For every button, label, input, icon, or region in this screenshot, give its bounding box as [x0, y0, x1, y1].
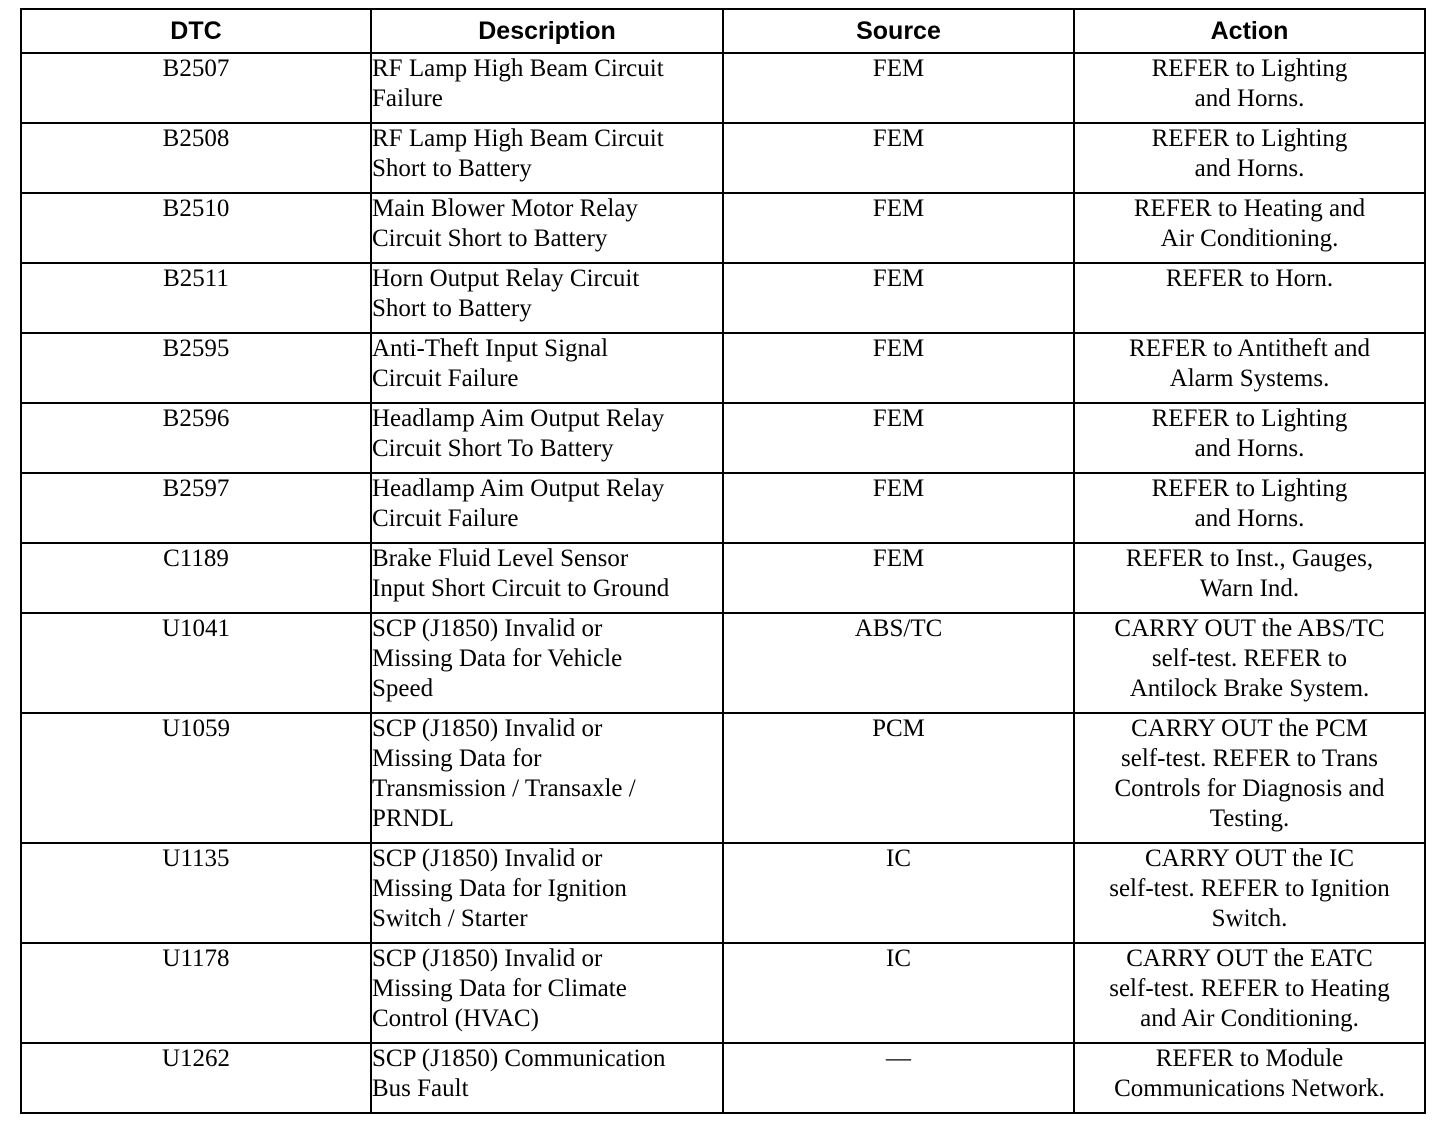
action-cell-text: REFER to Antitheft and Alarm Systems. [1129, 335, 1370, 392]
source-cell-text: PCM [872, 715, 925, 742]
source-cell-text: FEM [872, 55, 925, 82]
description-cell [371, 473, 723, 543]
action-cell [1074, 943, 1425, 1043]
description-cell-text: RF Lamp High Beam Circuit Failure [372, 55, 664, 112]
dtc-cell [21, 543, 371, 613]
description-cell [371, 543, 723, 613]
description-cell-text: Headlamp Aim Output Relay Circuit Failure [372, 475, 665, 532]
source-cell-text: FEM [872, 545, 925, 572]
action-cell-text: REFER to Horn. [1165, 265, 1334, 292]
source-cell [723, 613, 1074, 713]
dtc-cell [21, 613, 371, 713]
dtc-cell [21, 53, 371, 123]
source-cell-text: FEM [872, 335, 925, 362]
dtc-cell-text: U1135 [162, 845, 230, 872]
table-row [21, 943, 1425, 1043]
source-cell-text: ABS/TC [854, 615, 943, 642]
description-cell [371, 843, 723, 943]
source-cell-text: IC [886, 845, 911, 872]
description-cell [371, 53, 723, 123]
action-cell-text: CARRY OUT the PCM self-test. REFER to Trans Controls for Diagnosis and Testing. [1114, 715, 1385, 832]
dtc-cell [21, 263, 371, 333]
description-cell-text: SCP (J1850) Communication Bus Fault [372, 1045, 666, 1102]
description-cell-text: SCP (J1850) Invalid or Missing Data for Vehicle Speed [372, 615, 623, 702]
dtc-cell-text: B2595 [162, 335, 230, 362]
header-row [21, 9, 1425, 53]
description-cell-text: Horn Output Relay Circuit Short to Battery [372, 265, 640, 322]
dtc-cell [21, 843, 371, 943]
table-row [21, 543, 1425, 613]
action-cell [1074, 123, 1425, 193]
description-cell [371, 1043, 723, 1113]
dtc-cell-text: B2596 [162, 405, 230, 432]
action-cell [1074, 713, 1425, 843]
description-cell [371, 613, 723, 713]
dtc-cell [21, 943, 371, 1043]
action-cell [1074, 53, 1425, 123]
dtc-cell [21, 123, 371, 193]
dtc-table [20, 8, 1426, 1114]
action-cell [1074, 543, 1425, 613]
table-row [21, 263, 1425, 333]
action-cell-text: REFER to Lighting and Horns. [1151, 55, 1348, 112]
action-cell [1074, 613, 1425, 713]
source-cell-text: FEM [872, 125, 925, 152]
dtc-cell [21, 473, 371, 543]
description-cell-text: Headlamp Aim Output Relay Circuit Short To Battery [372, 405, 665, 462]
description-cell [371, 943, 723, 1043]
header-source: Source [723, 9, 1074, 53]
description-cell-text: Anti-Theft Input Signal Circuit Failure [372, 335, 609, 392]
source-cell [723, 473, 1074, 543]
action-cell-text: REFER to Lighting and Horns. [1151, 125, 1348, 182]
description-cell-text: SCP (J1850) Invalid or Missing Data for Climate Control (HVAC) [372, 945, 627, 1032]
description-cell-text: SCP (J1850) Invalid or Missing Data for Ignition Switch / Starter [372, 845, 627, 932]
description-cell-text: RF Lamp High Beam Circuit Short to Battery [372, 125, 664, 182]
source-cell-text: FEM [872, 405, 925, 432]
description-cell [371, 713, 723, 843]
source-cell [723, 843, 1074, 943]
dtc-cell-text: U1262 [161, 1045, 231, 1072]
source-cell [723, 193, 1074, 263]
dtc-cell [21, 193, 371, 263]
source-cell-text: FEM [872, 195, 925, 222]
table-row [21, 473, 1425, 543]
source-cell [723, 333, 1074, 403]
table-row [21, 1043, 1425, 1113]
table-row [21, 713, 1425, 843]
source-cell [723, 943, 1074, 1043]
source-cell-text: IC [886, 945, 911, 972]
dtc-cell [21, 403, 371, 473]
source-cell [723, 543, 1074, 613]
description-cell-text: Brake Fluid Level Sensor Input Short Circuit to Ground [372, 545, 670, 602]
action-cell [1074, 843, 1425, 943]
dtc-cell-text: B2508 [162, 125, 230, 152]
action-cell-text: REFER to Lighting and Horns. [1151, 475, 1348, 532]
action-cell [1074, 403, 1425, 473]
dtc-cell [21, 333, 371, 403]
table-row [21, 403, 1425, 473]
source-cell [723, 53, 1074, 123]
description-cell-text: SCP (J1850) Invalid or Missing Data for Transmission / Transaxle / PRNDL [372, 715, 636, 832]
source-cell-text: FEM [872, 265, 925, 292]
dtc-cell [21, 713, 371, 843]
dtc-cell-text: U1178 [162, 945, 230, 972]
action-cell-text: CARRY OUT the EATC self-test. REFER to Heating and Air Conditioning. [1109, 945, 1390, 1032]
source-cell-text: — [886, 1045, 911, 1072]
dtc-cell-text: B2597 [162, 475, 230, 502]
table-row [21, 843, 1425, 943]
dtc-cell-text: B2507 [162, 55, 230, 82]
table-row [21, 193, 1425, 263]
table-header [21, 9, 1425, 53]
header-description: Description [371, 9, 723, 53]
action-cell [1074, 263, 1425, 333]
action-cell [1074, 473, 1425, 543]
description-cell [371, 263, 723, 333]
header-action: Action [1074, 9, 1425, 53]
action-cell-text: REFER to Lighting and Horns. [1151, 405, 1348, 462]
source-cell [723, 1043, 1074, 1113]
description-cell [371, 123, 723, 193]
dtc-cell [21, 1043, 371, 1113]
action-cell-text: CARRY OUT the IC self-test. REFER to Ignition Switch. [1109, 845, 1390, 932]
table-row [21, 333, 1425, 403]
source-cell [723, 403, 1074, 473]
action-cell-text: REFER to Heating and Air Conditioning. [1133, 195, 1366, 252]
dtc-cell-text: B2511 [163, 265, 229, 292]
source-cell-text: FEM [872, 475, 925, 502]
source-cell [723, 713, 1074, 843]
table-body [21, 53, 1425, 1113]
description-cell [371, 333, 723, 403]
description-cell [371, 403, 723, 473]
action-cell-text: REFER to Module Communications Network. [1114, 1045, 1385, 1102]
source-cell [723, 263, 1074, 333]
header-dtc: DTC [21, 9, 371, 53]
dtc-cell-text: C1189 [163, 545, 229, 572]
table-row [21, 53, 1425, 123]
action-cell-text: CARRY OUT the ABS/TC self-test. REFER to Antilock Brake System. [1114, 615, 1385, 702]
dtc-cell-text: U1059 [161, 715, 231, 742]
dtc-cell-text: U1041 [161, 615, 231, 642]
table-row [21, 613, 1425, 713]
action-cell-text: REFER to Inst., Gauges, Warn Ind. [1125, 545, 1374, 602]
table-row [21, 123, 1425, 193]
action-cell [1074, 193, 1425, 263]
description-cell-text: Main Blower Motor Relay Circuit Short to Battery [372, 195, 638, 252]
dtc-cell-text: B2510 [162, 195, 230, 222]
action-cell [1074, 333, 1425, 403]
action-cell [1074, 1043, 1425, 1113]
description-cell [371, 193, 723, 263]
source-cell [723, 123, 1074, 193]
